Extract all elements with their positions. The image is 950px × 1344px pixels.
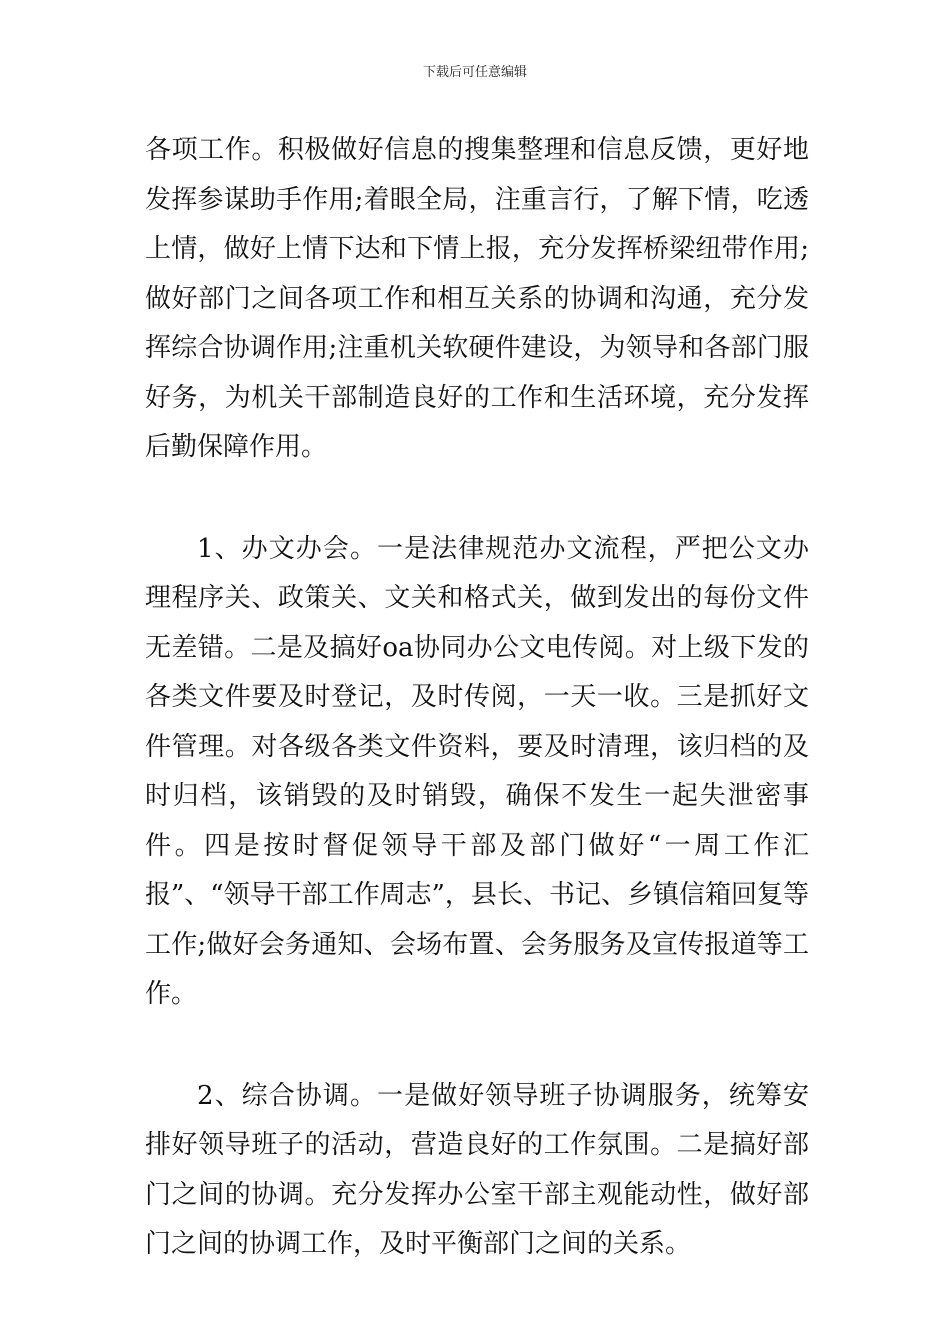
paragraph-document-handling: 1、办文办会。一是法律规范办文流程，严把公文办理程序关、政策关、文关和格式关，做到发出的每份文件无差错。二是及搞好oa协同办公文电传阅。对上级下发的各类文件要及时登记，及时传阅，一天一收。三是抓好文件管理。对各级各类文件资料，要及时清理，该归档的及时归档，该销毁的及时销毁，确保不发生一起失泄密事件。四是按时督促领导干部及部门做好“一周工作汇报”、“领导干部工作周志”，县长、书记、乡镇信箱回复等工作;做好会务通知、会场布置、会务服务及宣传报道等工作。 bbox=[145, 533, 809, 1009]
paragraph-gap bbox=[145, 1020, 809, 1072]
document-body bbox=[145, 126, 809, 1270]
header-note: 下载后可任意编辑 bbox=[422, 65, 527, 80]
paragraph-continuation: 各项工作。积极做好信息的搜集整理和信息反馈，更好地发挥参谋助手作用;着眼全局，注重言行，了解下情，吃透上情，做好上情下达和下情上报，充分发挥桥梁纽带作用;做好部门之间各项工作和相互关系的协调和沟通，充分发挥综合协调作用;注重机关软硬件建设，为领导和各部门服好务，为机关干部制造良好的工作和生活环境，充分发挥后勤保障作用。 bbox=[145, 135, 809, 462]
paragraph-coordination: 2、综合协调。一是做好领导班子协调服务，统筹安排好领导班子的活动，营造良好的工作氛围。二是搞好部门之间的协调。充分发挥办公室干部主观能动性，做好部门之间的协调工作，及时平衡部门之间的关系。 bbox=[145, 1080, 809, 1259]
paragraph-gap bbox=[145, 473, 809, 525]
